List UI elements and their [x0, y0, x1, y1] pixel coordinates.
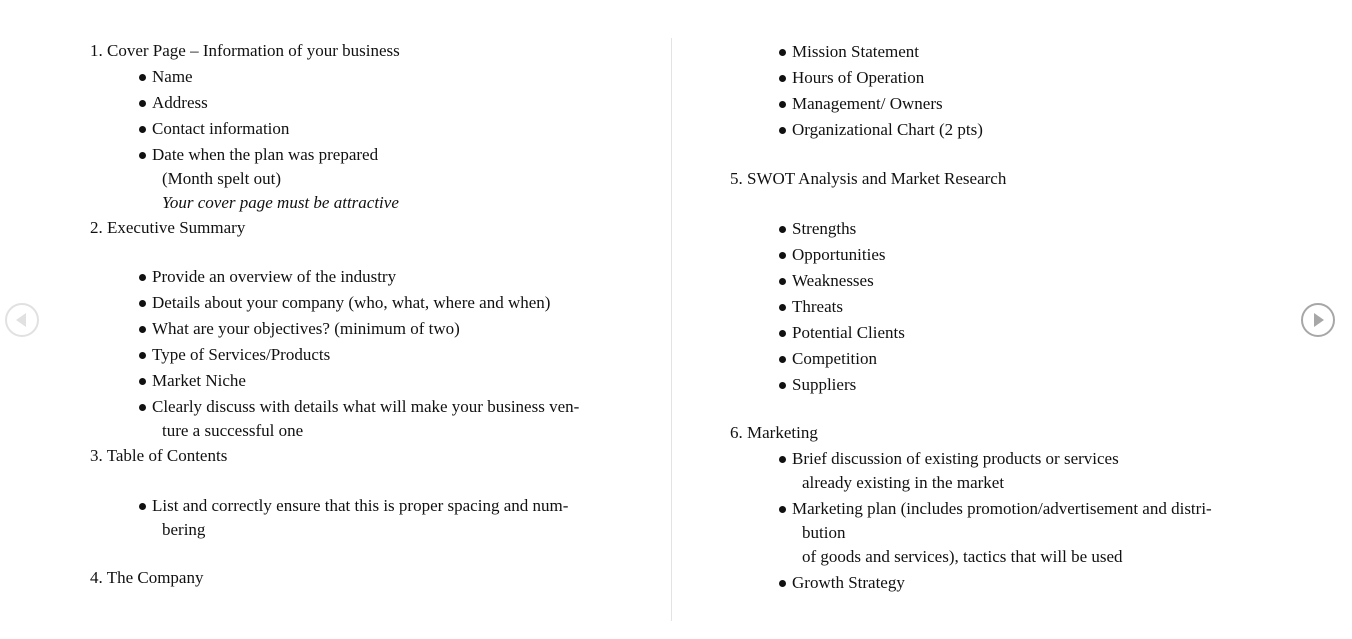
right-page	[672, 0, 1352, 639]
list-item: Strengths	[792, 219, 857, 238]
list-item: Hours of Operation	[792, 68, 925, 87]
list-item: Brief discussion of existing products or services	[792, 449, 1119, 468]
section-heading-table-of-contents: 3. Table of Contents	[90, 446, 228, 465]
list-item: Market Niche	[152, 371, 246, 390]
list-item: Clearly discuss with details what will make your business ven-	[152, 397, 580, 416]
cover-page-note: Your cover page must be attractive	[162, 193, 399, 212]
bullet-marker	[139, 274, 146, 281]
list-item: Weaknesses	[792, 271, 874, 290]
bullet-marker	[779, 226, 786, 233]
list-item-continuation: bution	[802, 523, 846, 542]
bullet-marker	[139, 152, 146, 159]
list-item: Type of Services/Products	[152, 345, 331, 364]
bullet-marker	[139, 74, 146, 81]
bullet-marker	[139, 378, 146, 385]
bullet-marker	[139, 404, 146, 411]
list-item: Contact information	[152, 119, 290, 138]
list-item: Organizational Chart (2 pts)	[792, 120, 983, 139]
bullet-marker	[139, 352, 146, 359]
section-heading-the-company: 4. The Company	[90, 568, 204, 587]
bullet-marker	[779, 456, 786, 463]
bullet-marker	[779, 49, 786, 56]
bullet-marker	[779, 356, 786, 363]
bullet-marker	[139, 503, 146, 510]
bullet-marker	[779, 580, 786, 587]
list-item: Date when the plan was prepared	[152, 145, 379, 164]
bullet-marker	[139, 100, 146, 107]
list-item: What are your objectives? (minimum of two)	[152, 319, 460, 338]
bullet-marker	[139, 326, 146, 333]
previous-page-button[interactable]	[5, 303, 39, 337]
section-heading-cover-page: 1. Cover Page – Information of your business	[90, 41, 400, 60]
list-item: Growth Strategy	[792, 573, 905, 592]
bullet-marker	[779, 330, 786, 337]
bullet-marker	[779, 127, 786, 134]
section-heading-marketing: 6. Marketing	[730, 423, 818, 442]
list-item: Threats	[792, 297, 843, 316]
bullet-marker	[139, 126, 146, 133]
bullet-marker	[779, 252, 786, 259]
chevron-right-icon	[1303, 305, 1333, 335]
next-page-button[interactable]	[1301, 303, 1335, 337]
bullet-marker	[139, 300, 146, 307]
list-item-continuation: already existing in the market	[802, 473, 1005, 492]
list-item-continuation: ture a successful one	[162, 421, 304, 440]
list-item-continuation: (Month spelt out)	[162, 169, 281, 188]
list-item: Marketing plan (includes promotion/advertisement and distri-	[792, 499, 1212, 518]
chevron-left-icon	[7, 305, 37, 335]
list-item: Name	[152, 67, 193, 86]
bullet-marker	[779, 75, 786, 82]
list-item: Potential Clients	[792, 323, 905, 342]
bullet-marker	[779, 506, 786, 513]
list-item: Address	[152, 93, 208, 112]
list-item: Details about your company (who, what, where and when)	[152, 293, 551, 312]
left-page	[0, 0, 671, 639]
list-item: Mission Statement	[792, 42, 920, 61]
list-item-continuation: bering	[162, 520, 206, 539]
bullet-marker	[779, 278, 786, 285]
bullet-marker	[779, 101, 786, 108]
list-item: Opportunities	[792, 245, 886, 264]
bullet-marker	[779, 304, 786, 311]
list-item-continuation: of goods and services), tactics that will be used	[802, 547, 1123, 566]
list-item: List and correctly ensure that this is proper spacing and num-	[152, 496, 569, 515]
list-item: Suppliers	[792, 375, 857, 394]
list-item: Competition	[792, 349, 877, 368]
list-item: Management/ Owners	[792, 94, 943, 113]
section-heading-executive-summary: 2. Executive Summary	[90, 218, 246, 237]
list-item: Provide an overview of the industry	[152, 267, 397, 286]
section-heading-swot-analysis: 5. SWOT Analysis and Market Research	[730, 169, 1007, 188]
bullet-marker	[779, 382, 786, 389]
